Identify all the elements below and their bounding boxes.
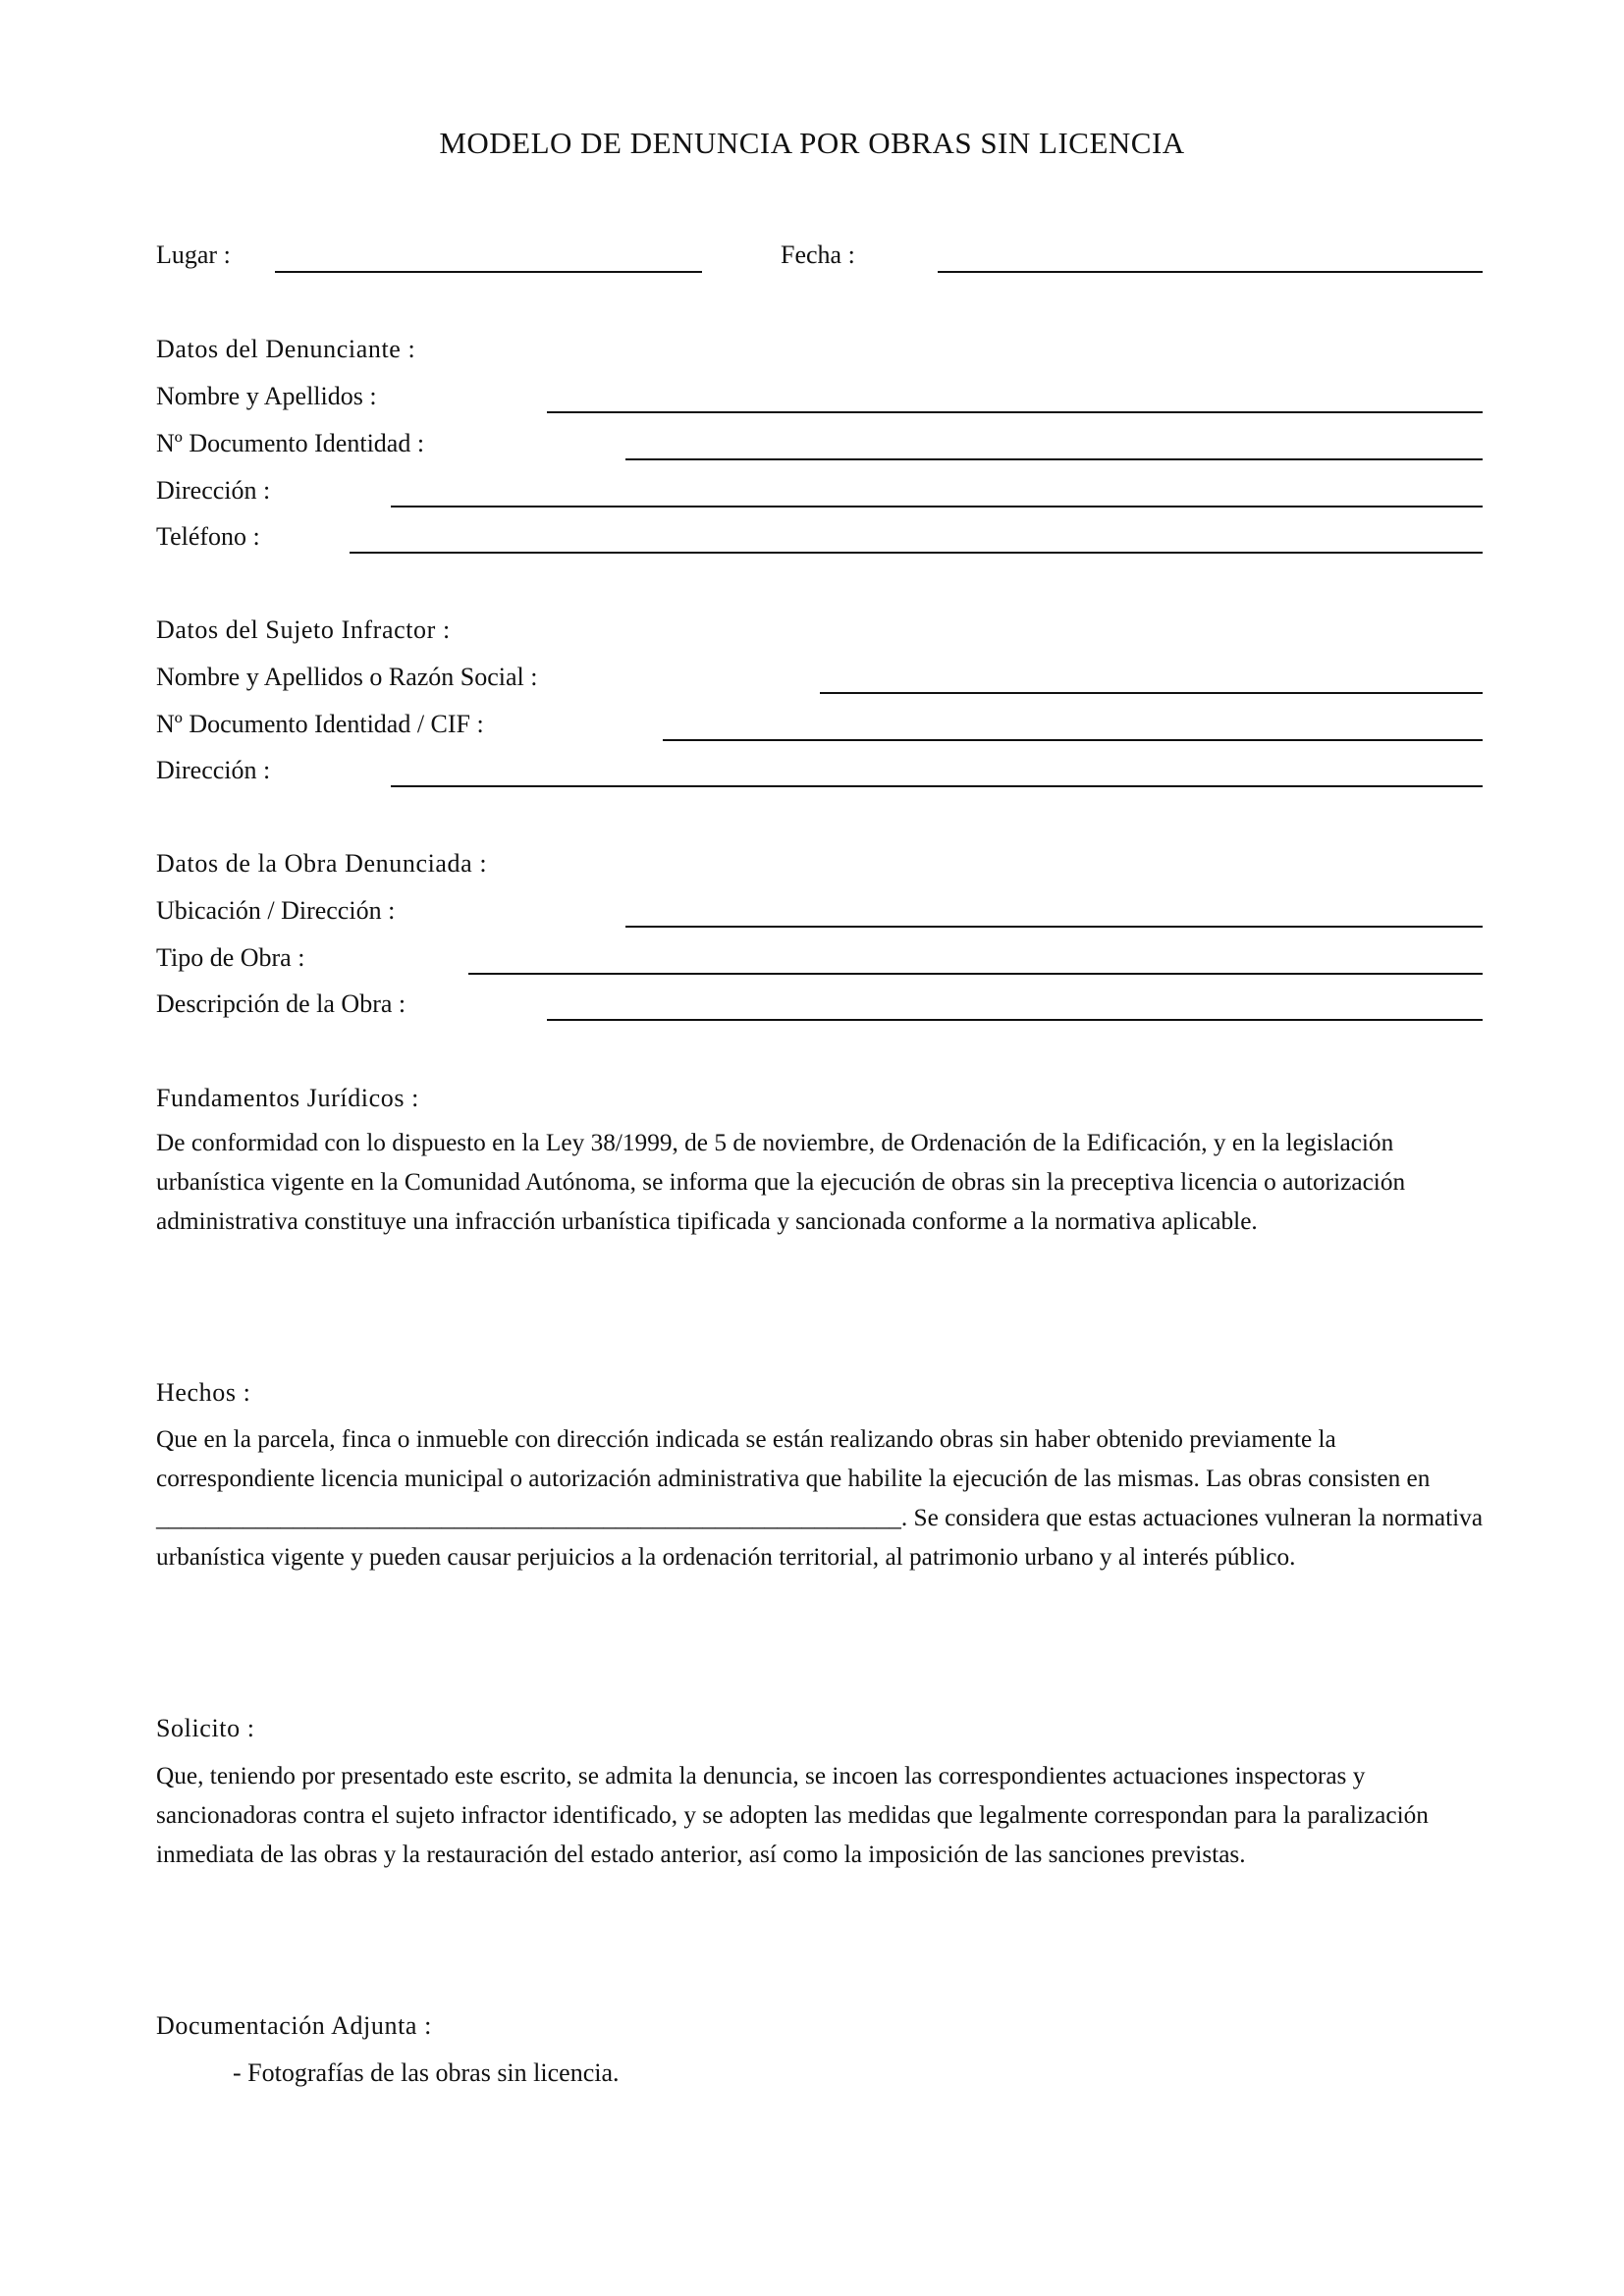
fecha-field-line[interactable] — [938, 271, 1483, 273]
denunciante-documento-label: Nº Documento Identidad : — [156, 429, 425, 457]
documentacion-heading: Documentación Adjunta : — [156, 2011, 432, 2040]
infractor-direccion-label: Dirección : — [156, 756, 271, 784]
solicito-paragraph — [156, 1756, 1491, 1874]
obra-descripcion-label: Descripción de la Obra : — [156, 989, 406, 1018]
infractor-documento-label: Nº Documento Identidad / CIF : — [156, 710, 484, 738]
infractor-nombre-label: Nombre y Apellidos o Razón Social : — [156, 663, 538, 691]
denunciante-nombre-label: Nombre y Apellidos : — [156, 382, 377, 410]
lugar-label: Lugar : — [156, 240, 231, 269]
fecha-label: Fecha : — [781, 240, 855, 269]
obra-tipo-label: Tipo de Obra : — [156, 943, 305, 972]
denunciante-direccion-label: Dirección : — [156, 476, 271, 505]
denunciante-nombre-line[interactable] — [547, 411, 1483, 413]
documentacion-item: - Fotografías de las obras sin licencia. — [233, 2058, 620, 2087]
fundamentos-paragraph — [156, 1123, 1491, 1241]
denunciante-documento-line[interactable] — [625, 458, 1483, 460]
denunciante-direccion-line[interactable] — [391, 506, 1483, 507]
denunciante-heading: Datos del Denunciante : — [156, 335, 416, 363]
document-title: MODELO DE DENUNCIA POR OBRAS SIN LICENCIA — [439, 126, 1185, 160]
hechos-paragraph — [156, 1419, 1491, 1576]
hechos-heading: Hechos : — [156, 1378, 251, 1407]
obra-heading: Datos de la Obra Denunciada : — [156, 849, 488, 878]
obra-tipo-line[interactable] — [468, 973, 1483, 975]
fundamentos-text: De conformidad con lo dispuesto en la Ley 38/1999, de 5 de noviembre, de Ordenación de la Edificación, y en la legislación urbanística vigente en la Comunidad Autónoma, se informa que la ejecución de obras sin la preceptiva licencia o autorización administrativa constituye una infracción urbanística tipificada y sancionada conforme a la normativa aplicable. — [156, 1129, 1406, 1235]
obra-descripcion-line[interactable] — [547, 1019, 1483, 1021]
fundamentos-heading: Fundamentos Jurídicos : — [156, 1084, 420, 1112]
infractor-nombre-line[interactable] — [820, 692, 1483, 694]
obra-ubicacion-label: Ubicación / Dirección : — [156, 896, 396, 925]
infractor-heading: Datos del Sujeto Infractor : — [156, 615, 451, 644]
denunciante-telefono-line[interactable] — [350, 552, 1483, 554]
denunciante-telefono-label: Teléfono : — [156, 522, 260, 551]
hechos-text: Que en la parcela, finca o inmueble con dirección indicada se están realizando obras sin haber obtenido previamente la correspondiente licencia municipal o autorización administrativa que habilite la ejecución de las mismas. Las obras consisten en ____________________________________________________________. Se considera que estas actuaciones vulneran la normativa urbanística vigente y pueden causar perjuicios a la ordenación territorial, al patrimonio urbano y al interés público. — [156, 1425, 1484, 1571]
solicito-heading: Solicito : — [156, 1714, 255, 1742]
infractor-direccion-line[interactable] — [391, 785, 1483, 787]
lugar-field-line[interactable] — [275, 271, 702, 273]
infractor-documento-line[interactable] — [663, 739, 1483, 741]
solicito-text: Que, teniendo por presentado este escrito, se admita la denuncia, se incoen las correspondientes actuaciones inspectoras y sancionadoras contra el sujeto infractor identificado, y se adopten las medidas que legalmente correspondan para la paralización inmediata de las obras y la restauración del estado anterior, así como la imposición de las sanciones previstas. — [156, 1762, 1429, 1868]
obra-ubicacion-line[interactable] — [625, 926, 1483, 928]
